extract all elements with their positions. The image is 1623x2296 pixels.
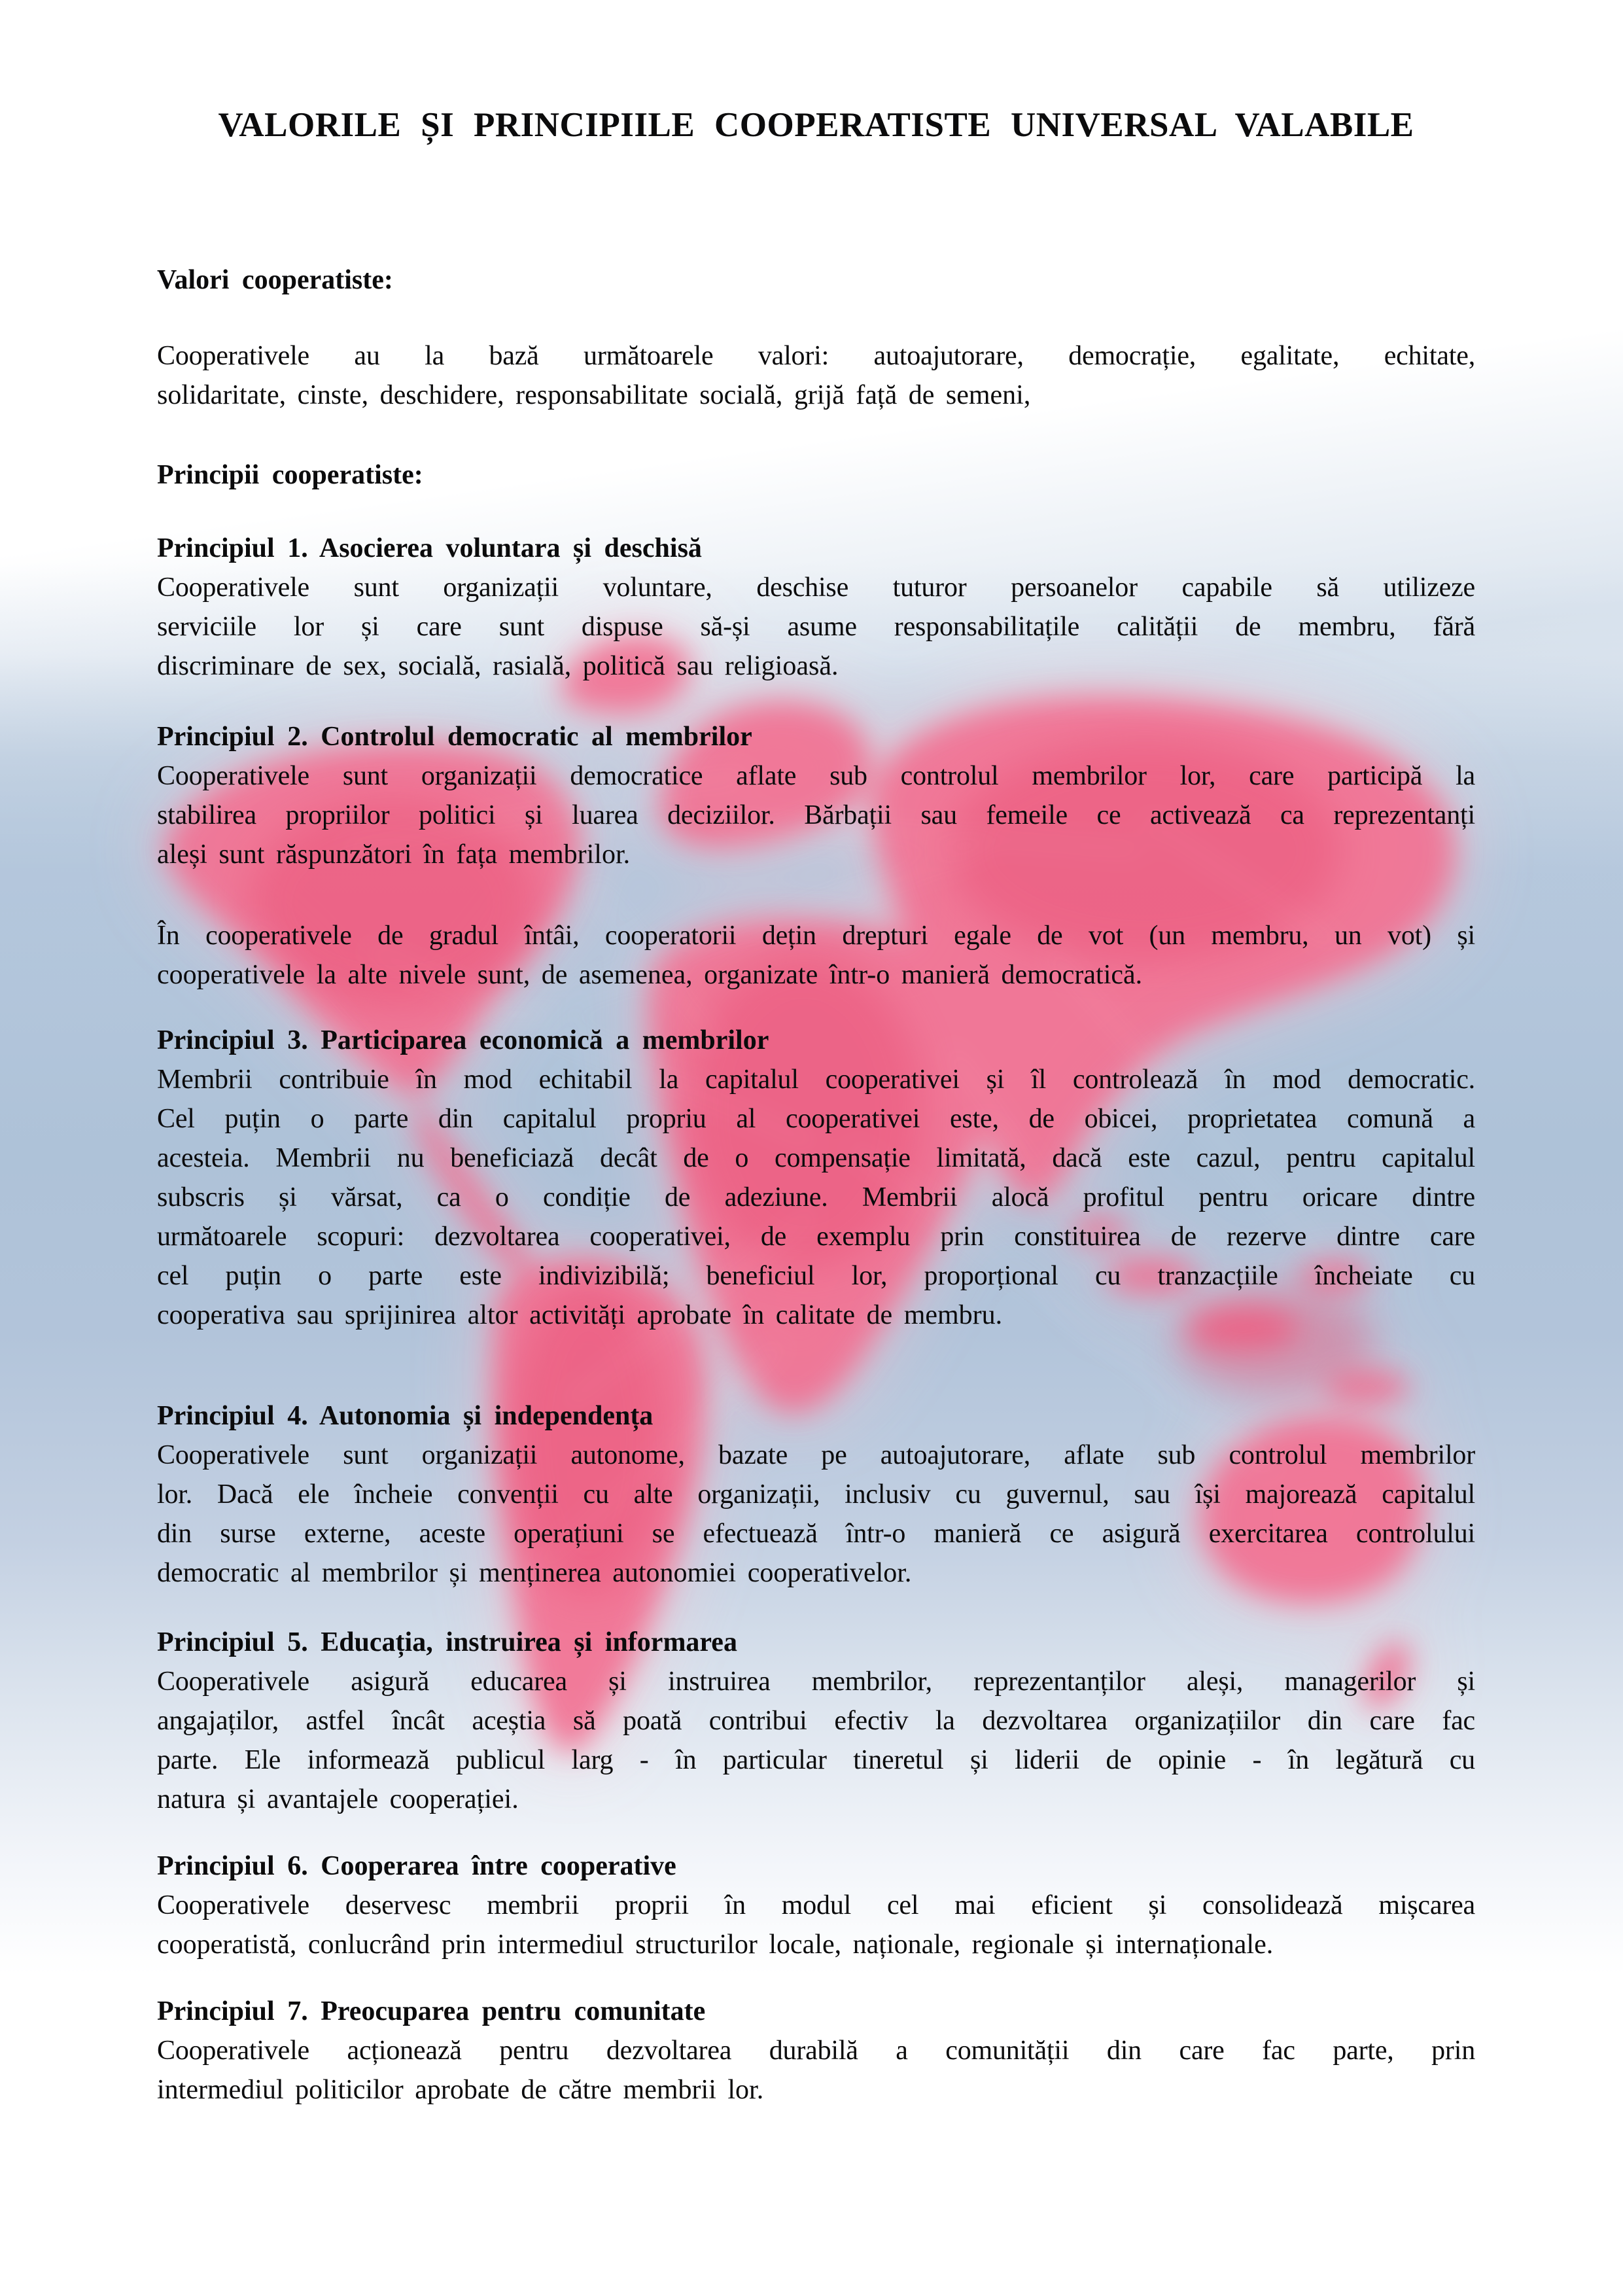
section-heading: Principiul 5. Educația, instruirea și informarea (157, 1627, 737, 1657)
paragraph-line: În cooperativele de gradul întâi, cooperatorii dețin drepturi egale de vot (un membru, un vot) și (157, 921, 1475, 951)
paragraph-line: Cooperativele acționează pentru dezvoltarea durabilă a comunității din care fac parte, prin (157, 2036, 1475, 2066)
section-heading: Principiul 2. Controlul democratic al membrilor (157, 722, 752, 752)
section-principiul-3 (157, 1021, 1475, 1335)
section-principiul-4 (157, 1396, 1475, 1593)
paragraph-line: stabilirea propriilor politici și luarea deciziilor. Bărbații sau femeile ce activează ca reprezentanți (157, 800, 1475, 830)
paragraph-line: Cooperativele sunt organizații democratice aflate sub controlul membrilor lor, care participă la (157, 761, 1475, 791)
section-valori-heading (157, 260, 1475, 300)
paragraph-line: acesteia. Membrii nu beneficiază decât de o compensație limitată, dacă este cazul, pentru capitalul (157, 1143, 1475, 1173)
paragraph-line: parte. Ele informează publicul larg - în particular tineretul și liderii de opinie - în legătură cu (157, 1745, 1475, 1775)
paragraph-last-line: intermediul politicilor aprobate de către membrii lor. (157, 2075, 764, 2105)
paragraph-line: următoarele scopuri: dezvoltarea cooperativei, de exemplu prin constituirea de rezerve dintre care (157, 1222, 1475, 1252)
paragraph-last-line: solidaritate, cinste, deschidere, responsabilitate socială, grijă față de semeni, (157, 380, 1031, 410)
section-principiul-1 (157, 529, 1475, 686)
paragraph-last-line: cooperatistă, conlucrând prin intermediul structurilor locale, naționale, regionale și internaționale. (157, 1930, 1274, 1960)
paragraph-line: Cooperativele sunt organizații voluntare, deschise tuturor persoanelor capabile să utilizeze (157, 573, 1475, 603)
document-title: VALORILE ȘI PRINCIPIILE COOPERATISTE UNIVERSAL VALABILE (218, 106, 1414, 144)
paragraph-line: lor. Dacă ele încheie convenții cu alte organizații, inclusiv cu guvernul, sau își majorează capitalul (157, 1479, 1475, 1510)
paragraph-last-line: cooperativa sau sprijinirea altor activități aprobate în calitate de membru. (157, 1300, 1003, 1330)
paragraph-last-line: democratic al membrilor și menținerea autonomiei cooperativelor. (157, 1558, 912, 1588)
paragraph-line: Cel puțin o parte din capitalul propriu al cooperativei este, de obicei, proprietatea comună a (157, 1104, 1475, 1134)
paragraph-line: serviciile lor și care sunt dispuse să-și asume responsabilitațile calității de membru, fără (157, 612, 1475, 642)
section-principiul-6 (157, 1846, 1475, 1964)
section-heading: Principiul 3. Participarea economică a membrilor (157, 1025, 769, 1055)
paragraph-line: angajaților, astfel încât aceștia să poată contribui efectiv la dezvoltarea organizațiilor din care fac (157, 1706, 1475, 1736)
section-heading: Principiul 7. Preocuparea pentru comunitate (157, 1996, 706, 2026)
section-principii-heading (157, 455, 1475, 495)
paragraph-line: Cooperativele deservesc membrii proprii în modul cel mai eficient și consolidează mișcarea (157, 1890, 1475, 1920)
paragraph-line: Membrii contribuie în mod echitabil la capitalul cooperativei și îl controlează în mod democratic. (157, 1065, 1475, 1095)
section-heading: Principiul 4. Autonomia și independența (157, 1401, 654, 1431)
section-heading: Valori cooperatiste: (157, 265, 393, 295)
section-gradul-intai-para (157, 916, 1475, 995)
paragraph-last-line: discriminare de sex, socială, rasială, politică sau religioasă. (157, 651, 839, 681)
paragraph-last-line: natura și avantajele cooperației. (157, 1784, 519, 1814)
paragraph-line: Cooperativele sunt organizații autonome, bazate pe autoajutorare, aflate sub controlul membrilor (157, 1440, 1475, 1470)
paragraph-line: Cooperativele asigură educarea și instruirea membrilor, reprezentanților aleși, managerilor și (157, 1667, 1475, 1697)
paragraph-last-line: cooperativele la alte nivele sunt, de asemenea, organizate într-o manieră democratică. (157, 960, 1143, 990)
paragraph-last-line: aleși sunt răspunzători în fața membrilor. (157, 839, 631, 870)
section-principiul-5 (157, 1623, 1475, 1819)
paragraph-line: Cooperativele au la bază următoarele valori: autoajutorare, democrație, egalitate, echitate, (157, 341, 1475, 371)
section-heading: Principiul 6. Cooperarea între cooperative (157, 1851, 676, 1881)
section-heading: Principiul 1. Asocierea voluntara și deschisă (157, 533, 702, 563)
sections-container (157, 260, 1475, 2110)
paragraph-line: din surse externe, aceste operațiuni se efectuează într-o manieră ce asigură exercitarea controlului (157, 1519, 1475, 1549)
paragraph-line: cel puțin o parte este indivizibilă; beneficiul lor, proporțional cu tranzacțiile încheiate cu (157, 1261, 1475, 1291)
section-valori-para (157, 336, 1475, 415)
section-heading: Principii cooperatiste: (157, 460, 423, 490)
section-principiul-2 (157, 717, 1475, 874)
paragraph-line: subscris și vărsat, ca o condiție de adeziune. Membrii alocă profitul pentru oricare dintre (157, 1182, 1475, 1212)
section-principiul-7 (157, 1992, 1475, 2110)
